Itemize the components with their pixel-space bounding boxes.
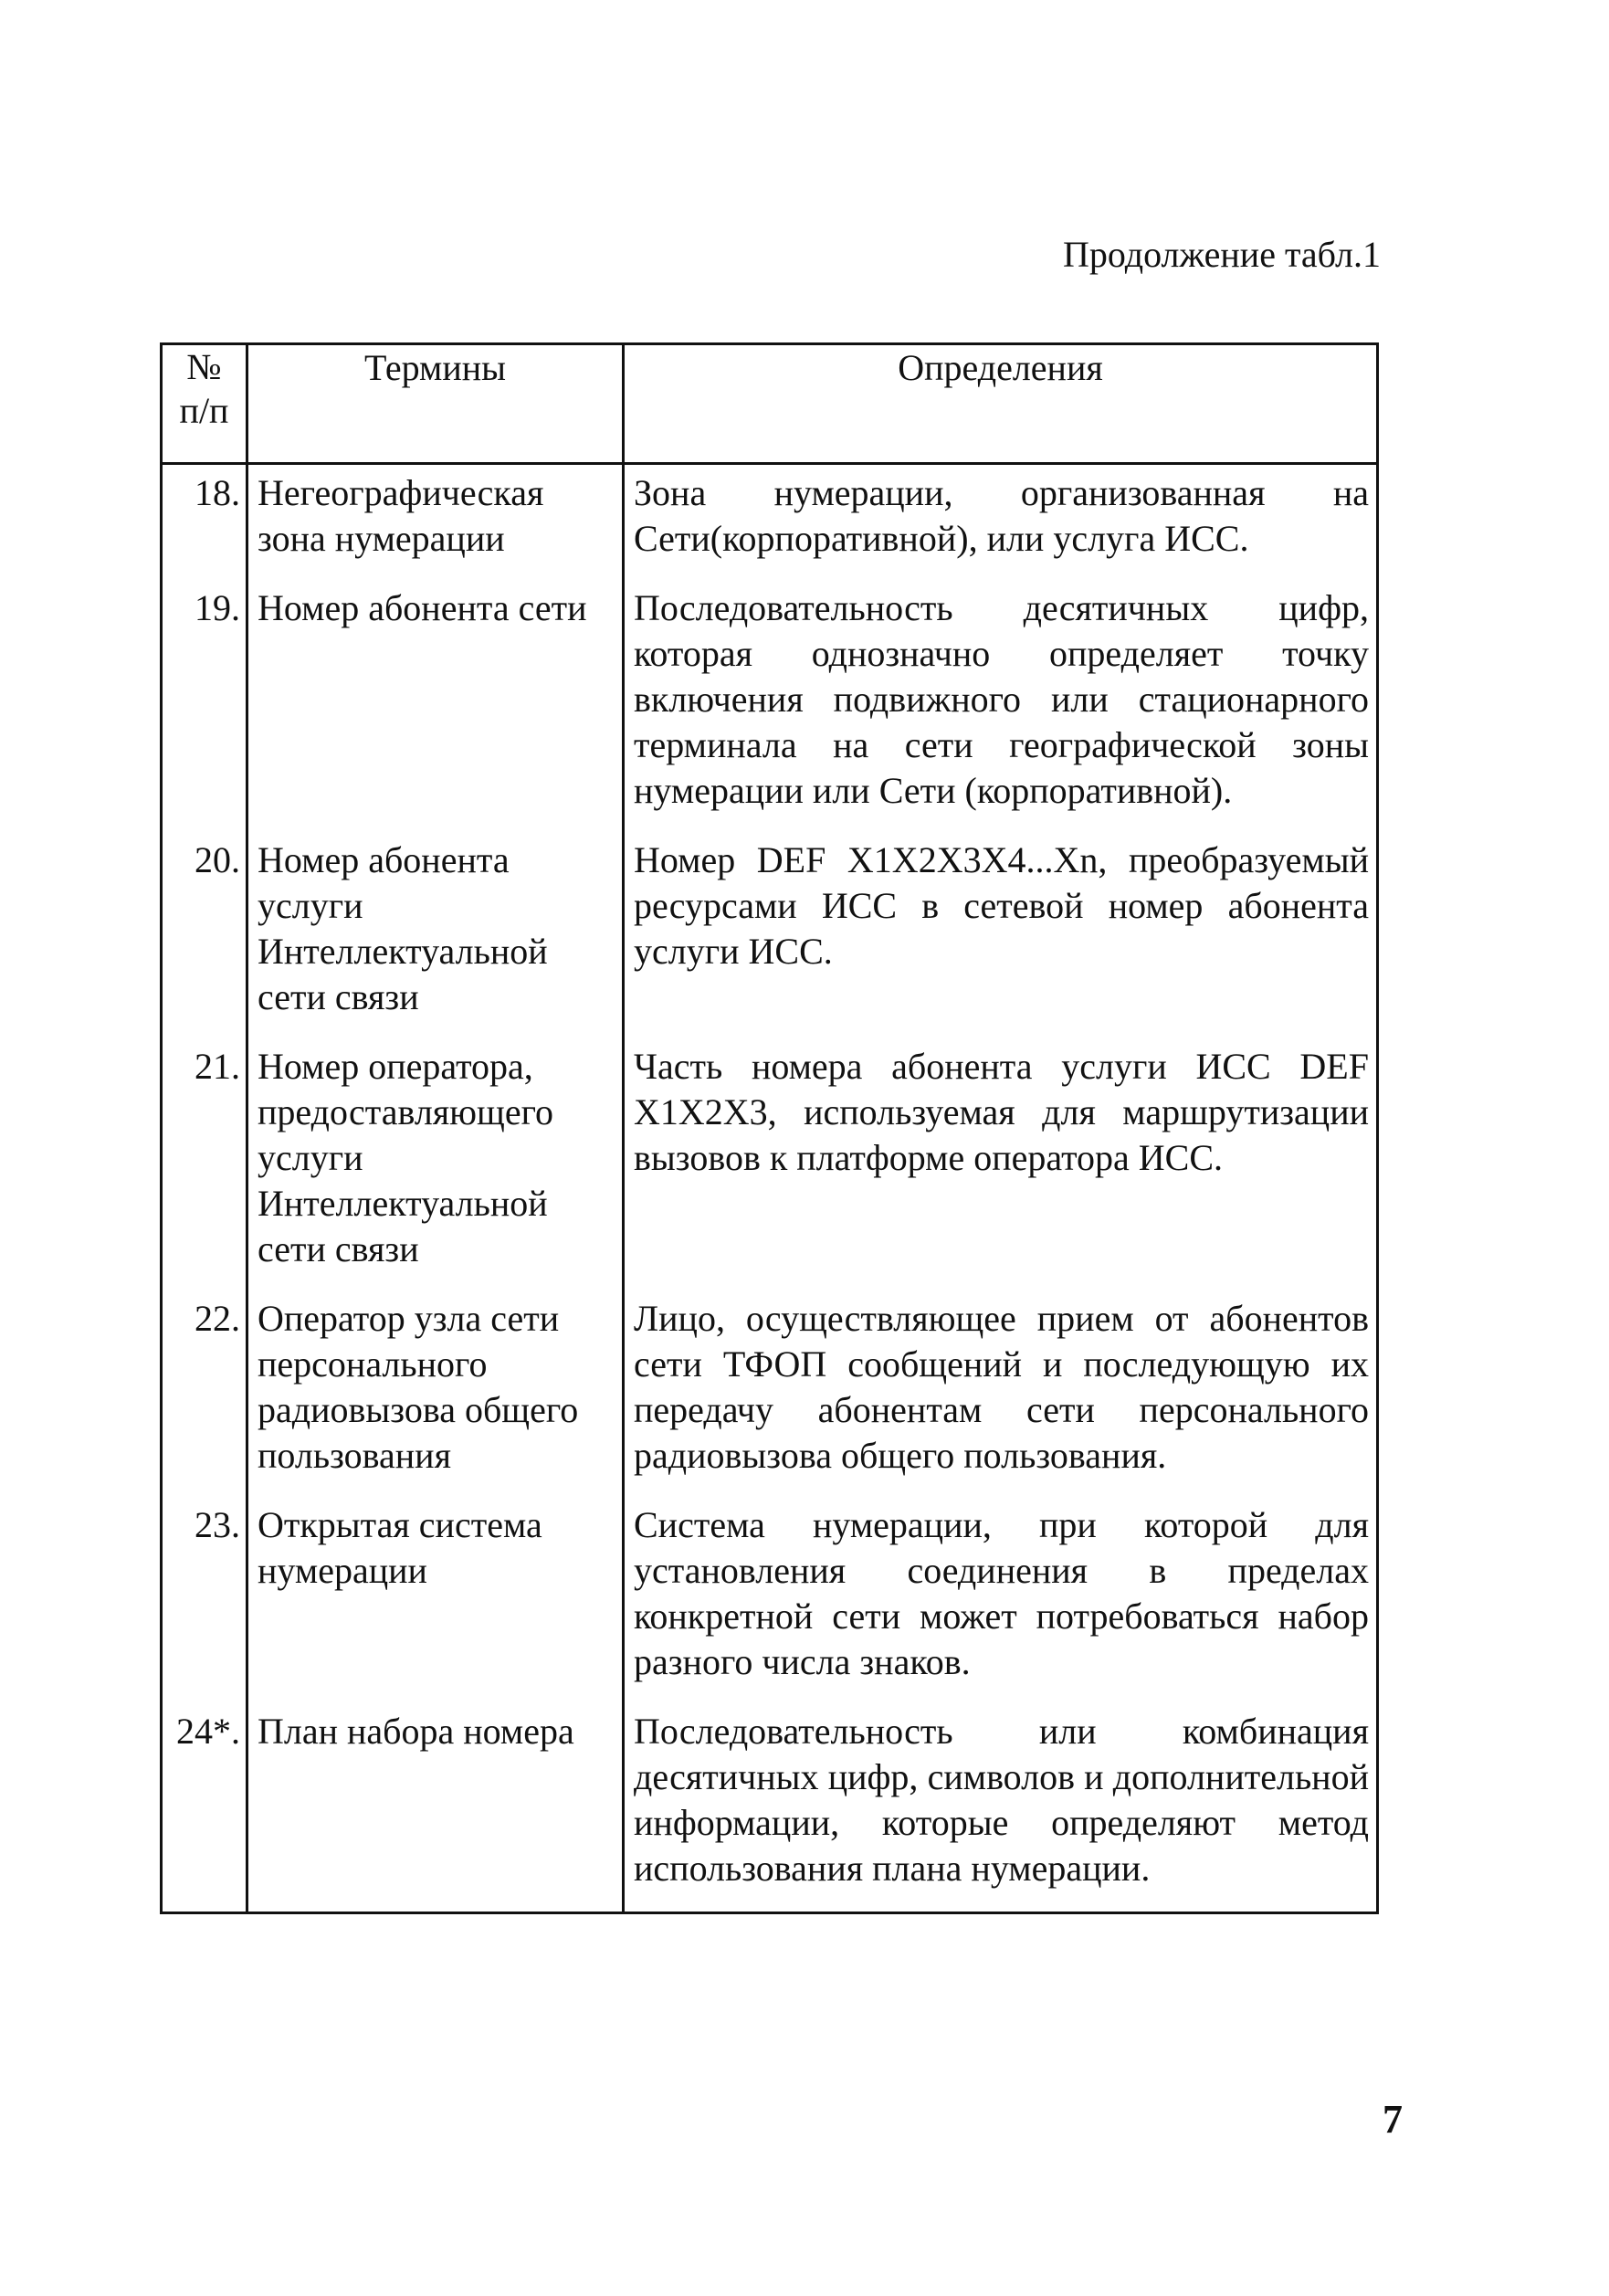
header-terms: Термины: [247, 344, 624, 464]
row-number: 24*.: [162, 1703, 247, 1913]
row-term: Негеографическая зона нумерации: [247, 464, 624, 581]
table-header-row: [162, 344, 1378, 464]
table-row: [162, 464, 1378, 581]
row-term: Оператор узла сети персонального радиовызова общего пользования: [247, 1290, 624, 1497]
row-definition: Последовательность или комбинация десятичных цифр, символов и дополнительной информации, которые определяют метод использования плана нумерации.: [624, 1703, 1378, 1913]
row-number: 19.: [162, 580, 247, 832]
header-number-line1: №: [186, 346, 222, 387]
row-term: Номер абонента сети: [247, 580, 624, 832]
row-definition: Зона нумерации, организованная на Сети(корпоративной), или услуга ИСС.: [624, 464, 1378, 581]
row-term: Номер абонента услуги Интеллектуальной сети связи: [247, 832, 624, 1038]
table-row: [162, 1497, 1378, 1703]
row-definition: Лицо, осуществляющее прием от абонентов сети ТФОП сообщений и последующую их передачу абонентам сети персонального радиовызова общего пользования.: [624, 1290, 1378, 1497]
row-number: 23.: [162, 1497, 247, 1703]
table-row: [162, 580, 1378, 832]
row-term: Открытая система нумерации: [247, 1497, 624, 1703]
header-number-line2: п/п: [179, 390, 229, 431]
row-definition: Последовательность десятичных цифр, которая однозначно определяет точку включения подвижного или стационарного терминала на сети географической зоны нумерации или Сети (корпоративной).: [624, 580, 1378, 832]
terms-table: [160, 342, 1379, 1914]
row-definition: Номер DEF X1X2X3X4...Xn, преобразуемый ресурсами ИСС в сетевой номер абонента услуги ИСС.: [624, 832, 1378, 1038]
table-continuation-caption: Продолжение табл.1: [1063, 234, 1381, 275]
table-row: [162, 1038, 1378, 1290]
header-definitions: Определения: [624, 344, 1378, 464]
row-term: План набора номера: [247, 1703, 624, 1913]
table-row: [162, 1703, 1378, 1913]
row-term: Номер оператора, предоставляющего услуги Интеллектуальной сети связи: [247, 1038, 624, 1290]
row-definition: Часть номера абонента услуги ИСС DEF X1X2X3, используемая для маршрутизации вызовов к платформе оператора ИСС.: [624, 1038, 1378, 1290]
row-number: 22.: [162, 1290, 247, 1497]
page-number: 7: [1383, 2097, 1403, 2142]
row-definition: Система нумерации, при которой для установления соединения в пределах конкретной сети может потребоваться набор разного числа знаков.: [624, 1497, 1378, 1703]
row-number: 18.: [162, 464, 247, 581]
row-number: 21.: [162, 1038, 247, 1290]
table-row: [162, 832, 1378, 1038]
row-number: 20.: [162, 832, 247, 1038]
header-number: [162, 344, 247, 464]
table-row: [162, 1290, 1378, 1497]
